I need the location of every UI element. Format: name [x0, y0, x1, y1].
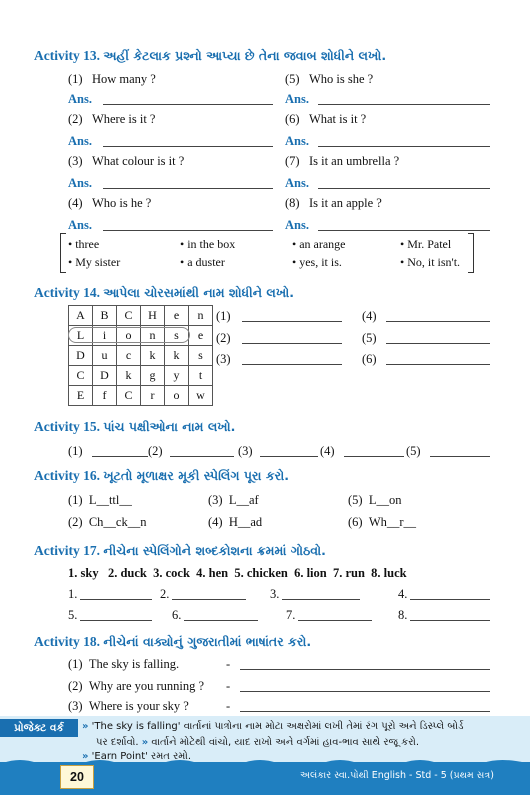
project-line-2: પર દર્શાવો. » વાર્તાને મોટેથી વાંચો, યાદ રાખો અને વર્ગમાં હાવ-ભાવ સાથે રજૂ કરો.: [96, 737, 420, 748]
activity-14-title: Activity 14.: [34, 285, 100, 300]
answer-line[interactable]: [80, 599, 152, 600]
project-line-1: » 'The sky is falling' વાર્તાનાં પાત્રોના નામ મોટા અક્ષરોમાં લખી તેમાં રંગ પૂરો અને ડિસ્પ્લે બોર્ડ: [82, 721, 464, 732]
word-list: 1. sky 2. duck 3. cock 4. hen 5. chicken 6. lion 7. run 8. luck: [68, 566, 407, 580]
sentence-3: (3) Where is your sky ?: [68, 699, 189, 713]
grid-cell: f: [93, 386, 117, 406]
answer-line[interactable]: [260, 456, 318, 457]
answer-line[interactable]: [344, 456, 404, 457]
question-8: (8) Is it an apple ?: [285, 196, 382, 210]
option: • in the box: [180, 237, 236, 251]
answer-line[interactable]: [386, 321, 490, 322]
grid-cell: k: [141, 346, 165, 366]
arrow-icon: »: [82, 721, 89, 732]
answer-line[interactable]: [242, 321, 342, 322]
activity-15-heading: [34, 419, 235, 435]
answer-label: Ans.: [68, 134, 92, 148]
grid-cell: i: [93, 326, 117, 346]
grid-cell: y: [165, 366, 189, 386]
left-bracket: [60, 233, 66, 273]
dash: -: [226, 657, 231, 671]
answer-line[interactable]: [386, 364, 490, 365]
activity-16-instruction: ખૂટતો મૂળાક્ષર મૂકી સ્પેલિંગ પૂરા કરો.: [103, 468, 289, 483]
spelling-item: (1) L__ttl__: [68, 493, 132, 507]
option: • Mr. Patel: [400, 237, 452, 251]
project-line-3: » 'Earn Point' રમત રમો.: [82, 751, 192, 762]
activity-17-instruction: નીચેના સ્પેલિંગોને શબ્દકોશના ક્રમમાં ગોઠવો.: [103, 543, 326, 558]
grid-cell: e: [165, 306, 189, 326]
book-title: અલંકાર સ્વા.પોથી English - Std - 5 (પ્રથમ સત્ર): [300, 770, 494, 781]
grid-cell: r: [141, 386, 165, 406]
spelling-item: (3) L__af: [208, 493, 259, 507]
question-3: (3) What colour is it ?: [68, 154, 185, 168]
activity-18-heading: [34, 634, 311, 650]
grid-cell: w: [189, 386, 213, 406]
question-1: (1) How many ?: [68, 72, 156, 86]
answer-line[interactable]: [92, 456, 148, 457]
option: • three: [68, 237, 100, 251]
answer-line[interactable]: [430, 456, 490, 457]
answer-num: (6): [362, 352, 377, 366]
question-4: (4) Who is he ?: [68, 196, 152, 210]
answer-label: Ans.: [285, 218, 309, 232]
answer-line[interactable]: [240, 711, 490, 712]
answer-line[interactable]: [318, 230, 490, 231]
dash: -: [226, 679, 231, 693]
answer-label: Ans.: [285, 92, 309, 106]
grid-cell: g: [141, 366, 165, 386]
grid-cell: s: [165, 326, 189, 346]
grid-cell: u: [93, 346, 117, 366]
answer-num: 2.: [160, 587, 170, 601]
right-bracket: [468, 233, 474, 273]
spelling-item: (4) H__ad: [208, 515, 263, 529]
answer-line[interactable]: [318, 188, 490, 189]
grid-cell: s: [189, 346, 213, 366]
question-2: (2) Where is it ?: [68, 112, 156, 126]
option: • an arange: [292, 237, 346, 251]
grid-cell: t: [189, 366, 213, 386]
grid-cell: H: [141, 306, 165, 326]
answer-num: (3): [216, 352, 231, 366]
grid-cell: C: [117, 386, 141, 406]
grid-cell: C: [69, 366, 93, 386]
answer-line[interactable]: [242, 364, 342, 365]
answer-num: (1): [216, 309, 231, 323]
answer-num: (4): [320, 444, 335, 458]
answer-num: (1): [68, 444, 83, 458]
grid-cell: o: [117, 326, 141, 346]
arrow-icon: »: [82, 751, 89, 762]
grid-cell: D: [93, 366, 117, 386]
answer-num: (5): [406, 444, 421, 458]
grid-cell: e: [189, 326, 213, 346]
answer-label: Ans.: [285, 134, 309, 148]
answer-line[interactable]: [410, 599, 490, 600]
answer-num: (3): [238, 444, 253, 458]
answer-line[interactable]: [184, 620, 258, 621]
question-5: (5) Who is she ?: [285, 72, 374, 86]
question-6: (6) What is it ?: [285, 112, 367, 126]
answer-num: (5): [362, 331, 377, 345]
grid-cell: E: [69, 386, 93, 406]
activity-18-instruction: નીચેનાં વાક્યોનું ગુજરાતીમાં ભાષાંતર કરો.: [103, 634, 312, 649]
grid-cell: c: [117, 346, 141, 366]
grid-cell: k: [117, 366, 141, 386]
answer-num: 8.: [398, 608, 408, 622]
activity-14-instruction: આપેલા ચોરસમાંથી નામ શોધીને લખો.: [103, 285, 295, 300]
option: • a duster: [180, 255, 225, 269]
answer-label: Ans.: [285, 176, 309, 190]
answer-label: Ans.: [68, 92, 92, 106]
answer-line[interactable]: [103, 188, 273, 189]
answer-line[interactable]: [318, 104, 490, 105]
spelling-item: (6) Wh__r__: [348, 515, 417, 529]
option: • My sister: [68, 255, 121, 269]
page-number: 20: [60, 765, 94, 789]
answer-line[interactable]: [103, 230, 273, 231]
answer-num: 1.: [68, 587, 78, 601]
answer-line[interactable]: [240, 669, 490, 670]
answer-line[interactable]: [242, 343, 342, 344]
question-7: (7) Is it an umbrella ?: [285, 154, 400, 168]
grid-cell: n: [141, 326, 165, 346]
answer-line[interactable]: [172, 599, 246, 600]
activity-15-instruction: પાંચ પક્ષીઓના નામ લખો.: [103, 419, 236, 434]
option: • yes, it is.: [292, 255, 342, 269]
activity-16-heading: [34, 468, 289, 484]
answer-line[interactable]: [410, 620, 490, 621]
activity-14-heading: [34, 285, 294, 301]
answer-line[interactable]: [240, 691, 490, 692]
answer-num: 5.: [68, 608, 78, 622]
grid-cell: o: [165, 386, 189, 406]
grid-cell: L: [69, 326, 93, 346]
answer-num: 3.: [270, 587, 280, 601]
answer-num: (2): [216, 331, 231, 345]
dash: -: [226, 699, 231, 713]
answer-line[interactable]: [103, 146, 273, 147]
activity-17-heading: [34, 543, 326, 559]
answer-label: Ans.: [68, 218, 92, 232]
spelling-item: (5) L__on: [348, 493, 402, 507]
answer-line[interactable]: [282, 599, 360, 600]
activity-16-title: Activity 16.: [34, 468, 100, 483]
sentence-1: (1) The sky is falling.: [68, 657, 180, 671]
grid-cell: n: [189, 306, 213, 326]
example-circled-word: [68, 327, 190, 343]
activity-13-title: Activity 13.: [34, 48, 100, 63]
answer-options-box: [60, 233, 474, 273]
spelling-item: (2) Ch__ck__n: [68, 515, 147, 529]
answer-num: 6.: [172, 608, 182, 622]
grid-cell: D: [69, 346, 93, 366]
activity-15-title: Activity 15.: [34, 419, 100, 434]
letter-grid: [68, 305, 213, 406]
answer-line[interactable]: [298, 620, 372, 621]
answer-line[interactable]: [170, 456, 234, 457]
answer-line[interactable]: [103, 104, 273, 105]
grid-cell: k: [165, 346, 189, 366]
activity-17-title: Activity 17.: [34, 543, 100, 558]
activity-13-instruction: અહીં કેટલાક પ્રશ્નો આપ્યા છે તેના જવાબ શોધીને લખો.: [103, 48, 387, 63]
answer-num: 7.: [286, 608, 296, 622]
arrow-icon: »: [141, 737, 149, 748]
answer-num: (4): [362, 309, 377, 323]
grid-cell: A: [69, 306, 93, 326]
option: • No, it isn't.: [400, 255, 461, 269]
activity-18-title: Activity 18.: [34, 634, 100, 649]
sentence-2: (2) Why are you running ?: [68, 679, 205, 693]
answer-num: (2): [148, 444, 163, 458]
answer-num: 4.: [398, 587, 408, 601]
answer-line[interactable]: [80, 620, 152, 621]
grid-cell: B: [93, 306, 117, 326]
answer-line[interactable]: [318, 146, 490, 147]
activity-13-heading: [34, 48, 386, 64]
answer-label: Ans.: [68, 176, 92, 190]
grid-cell: C: [117, 306, 141, 326]
answer-line[interactable]: [386, 343, 490, 344]
project-work-tag: પ્રોજેક્ટ વર્ક: [0, 719, 78, 737]
